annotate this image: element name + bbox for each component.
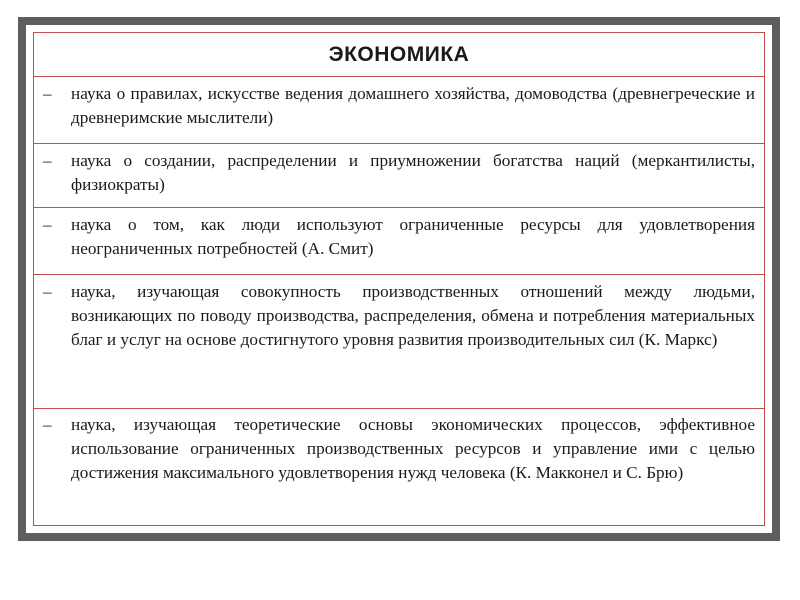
definition-text-1 <box>43 82 755 130</box>
definition-text-4 <box>43 280 755 352</box>
slide-inner <box>26 25 772 533</box>
definition-body-1: наука о правилах, искусстве ведения домашнего хозяйства, домоводства (древнегреческие и древнеримские мыслители) <box>71 84 755 127</box>
definition-body-3: наука о том, как люди используют ограниченные ресурсы для удовлетворения неограниченных потребностей (А. Смит) <box>71 215 755 258</box>
definition-row-1 <box>34 77 764 144</box>
definition-body-4: наука, изучающая совокупность производственных отношений между людьми, возникающих по поводу производства, распределения, обмена и потребления материальных благ и услуг на основе достигнутого уровня развития производительных сил (К. Маркс) <box>71 282 755 349</box>
definition-body-2: наука о создании, распределении и приумножении богатства наций (меркантилисты, физиократы) <box>71 151 755 194</box>
definition-body-5: наука, изучающая теоретические основы экономических процессов, эффективное использование ограниченных производственных ресурсов и управление ими с целью достижения максимального удовлетворения нужд человека (К. Макконел и С. Брю) <box>71 415 755 482</box>
dash-marker: – <box>43 84 52 103</box>
table-title: ЭКОНОМИКА <box>34 33 764 77</box>
slide-frame <box>18 17 780 541</box>
dash-marker: – <box>43 215 52 234</box>
dash-marker: – <box>43 151 52 170</box>
definitions-table <box>33 32 765 526</box>
definition-text-3 <box>43 213 755 261</box>
definition-row-3 <box>34 208 764 275</box>
dash-marker: – <box>43 415 52 434</box>
definition-row-5 <box>34 409 764 525</box>
definition-row-4 <box>34 275 764 409</box>
dash-marker: – <box>43 282 52 301</box>
definition-text-2 <box>43 149 755 197</box>
definition-text-5 <box>43 413 755 485</box>
definition-row-2 <box>34 144 764 208</box>
